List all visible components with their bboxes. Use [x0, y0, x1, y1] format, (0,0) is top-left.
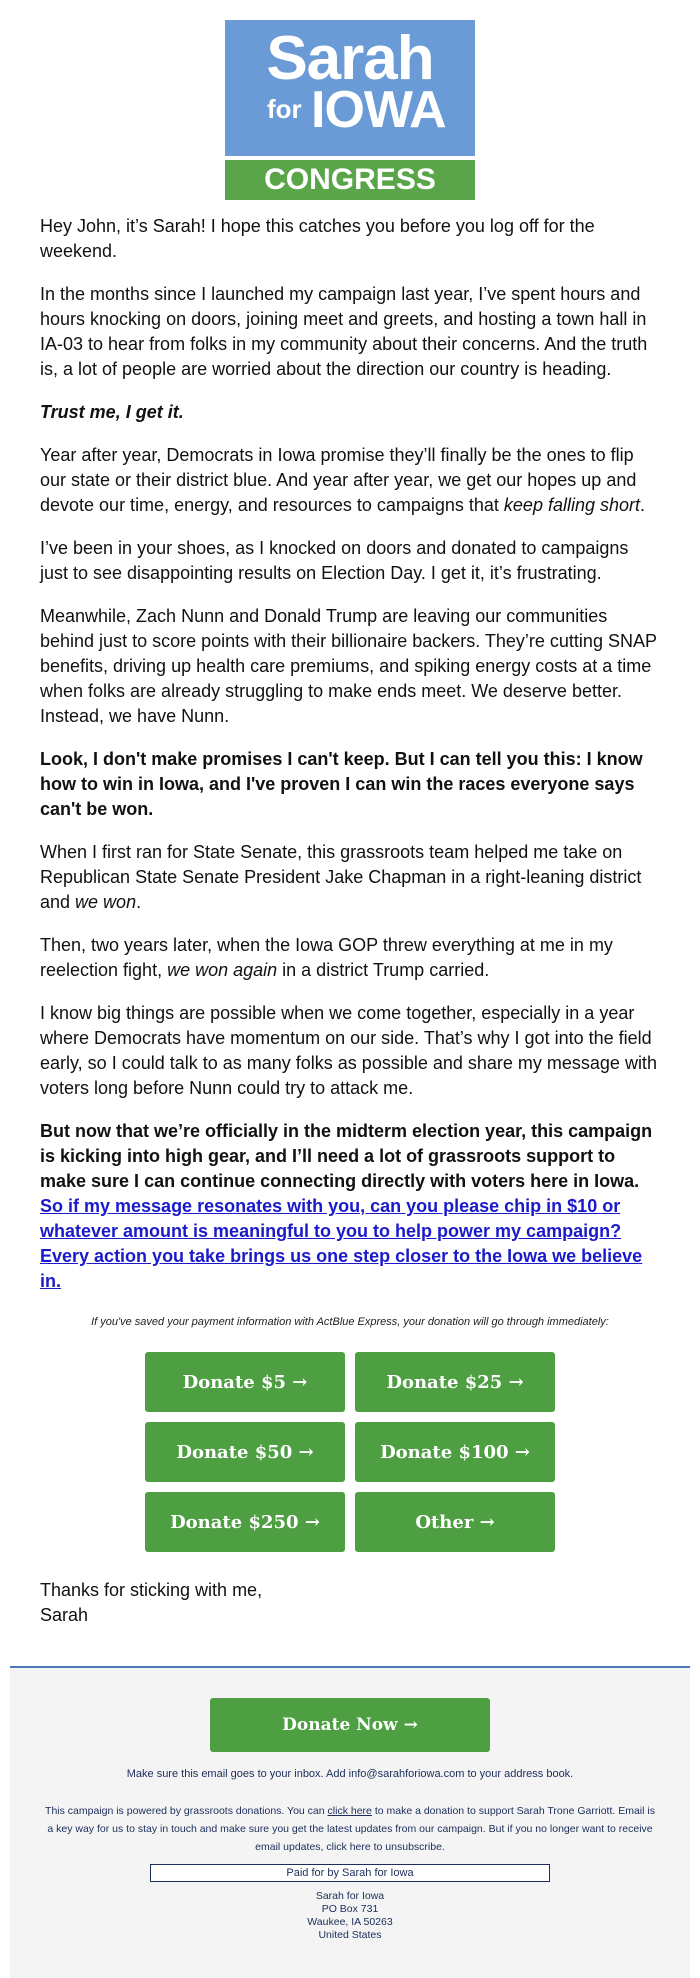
donate-5-button[interactable]: Donate $5 → — [145, 1352, 345, 1412]
emphasis-text: keep falling short — [503, 495, 641, 515]
paragraph-your-shoes: I’ve been in your shoes, as I knocked on doors and donated to campaigns just to see disappointing results on Election Day. I get it, it’s frustrating. — [40, 538, 629, 583]
text-span: Year after year, Democrats in Iowa promise they’ll finally be the ones to flip our state or their district blue. And year after year, we get our hopes up and devote our time, energy, and resources to campaigns that — [40, 445, 637, 515]
signoff — [0, 1578, 700, 1628]
emphasis-text: we won again — [167, 960, 278, 980]
campaign-logo — [225, 20, 475, 200]
logo-top-panel — [225, 20, 475, 156]
address-line: Sarah for Iowa — [315, 1890, 385, 1902]
text-span: to make a donation to support Sarah Trone Garriott. Email is a key way for us to stay in touch and make sure you get the latest updates from our campaign. But if you no longer want to receive email updates, click here to unsubscribe. — [47, 1805, 655, 1853]
paragraph-promises: Look, I don't make promises I can't keep. But I can tell you this: I know how to win in Iowa, and I've proven I can win the races everyone says can't be won. — [40, 749, 643, 819]
logo-for-text: for — [267, 94, 302, 124]
paid-for-disclaimer: Paid for by Sarah for Iowa — [150, 1864, 550, 1882]
logo-name-text: Sarah — [266, 24, 434, 93]
donate-other-button[interactable]: Other → — [355, 1492, 555, 1552]
donate-250-button[interactable]: Donate $250 → — [145, 1492, 345, 1552]
logo-office-banner: CONGRESS — [225, 156, 475, 200]
donation-ask-link[interactable]: So if my message resonates with you, can you please chip in $10 or whatever amount is meaningful to you to help power my campaign? Every action you take brings us one step closer to the Iowa we believe in. — [40, 1196, 643, 1291]
donate-button-grid — [145, 1352, 555, 1552]
donate-50-button[interactable]: Donate $50 → — [145, 1422, 345, 1482]
text-span: in a district Trump carried. — [277, 960, 490, 980]
text-span: . — [640, 495, 646, 515]
donate-100-button[interactable]: Donate $100 → — [355, 1422, 555, 1482]
paragraph-trust-me: Trust me, I get it. — [40, 402, 184, 422]
address-line: United States — [318, 1929, 382, 1941]
donate-25-button[interactable]: Donate $25 → — [355, 1352, 555, 1412]
footer-powered-note — [45, 1802, 655, 1856]
logo-state-text: IOWA — [311, 81, 446, 139]
paragraph-months: In the months since I launched my campaign last year, I’ve spent hours and hours knocking on doors, joining meet and greets, and hosting a town hall in IA-03 to hear from folks in my community about their concerns. And the truth is, a lot of people are worried about the direction our country is heading. — [40, 284, 648, 379]
mailing-address — [30, 1890, 670, 1942]
address-line: Waukee, IA 50263 — [307, 1916, 393, 1928]
text-span: This campaign is powered by grassroots donations. You can — [45, 1805, 328, 1817]
paragraph-two-years-later — [40, 933, 660, 983]
address-line: PO Box 731 — [321, 1903, 379, 1915]
signoff-name: Sarah — [40, 1605, 89, 1625]
text-span: Then, two years later, when the Iowa GOP threw everything at me in my reelection fight, — [40, 935, 613, 980]
actblue-express-note: If you've saved your payment information with ActBlue Express, your donation will go through immediately: — [91, 1316, 609, 1328]
emphasis-text: we won — [75, 892, 137, 912]
text-span: . — [136, 892, 142, 912]
paragraph-greeting: Hey John, it’s Sarah! I hope this catches you before you log off for the weekend. — [40, 216, 595, 261]
paragraph-meanwhile: Meanwhile, Zach Nunn and Donald Trump are leaving our communities behind just to score points with their billionaire backers. They’re cutting SNAP benefits, driving up health care premiums, and spiking energy costs at a time when folks are already struggling to make ends meet. We deserve better. Instead, we have Nunn. — [40, 606, 657, 726]
signoff-line: Thanks for sticking with me, — [40, 1580, 263, 1600]
paragraph-big-things: I know big things are possible when we come together, especially in a year where Democrats have momentum on our side. That’s why I got into the field early, so I could talk to as many folks as possible and share my message with voters long before Nunn could try to attack me. — [40, 1003, 657, 1098]
paragraph-midterm: But now that we’re officially in the midterm election year, this campaign is kicking into high gear, and I’ll need a lot of grassroots support to make sure I can continue connecting directly with voters here in Iowa. — [40, 1121, 653, 1191]
paragraph-state-senate — [40, 840, 660, 915]
email-footer — [10, 1666, 690, 1978]
footer-inbox-note: Make sure this email goes to your inbox. Add info@sarahforiowa.com to your address book. — [126, 1768, 574, 1780]
email-page — [0, 20, 700, 1978]
footer-click-here-link[interactable]: click here — [327, 1805, 372, 1817]
paragraph-year-after-year — [40, 443, 660, 518]
donate-now-button[interactable]: Donate Now → — [210, 1698, 490, 1752]
text-span: When I first ran for State Senate, this grassroots team helped me take on Republican State Senate President Jake Chapman in a right-leaning district and — [40, 842, 642, 912]
email-body — [0, 214, 700, 1294]
